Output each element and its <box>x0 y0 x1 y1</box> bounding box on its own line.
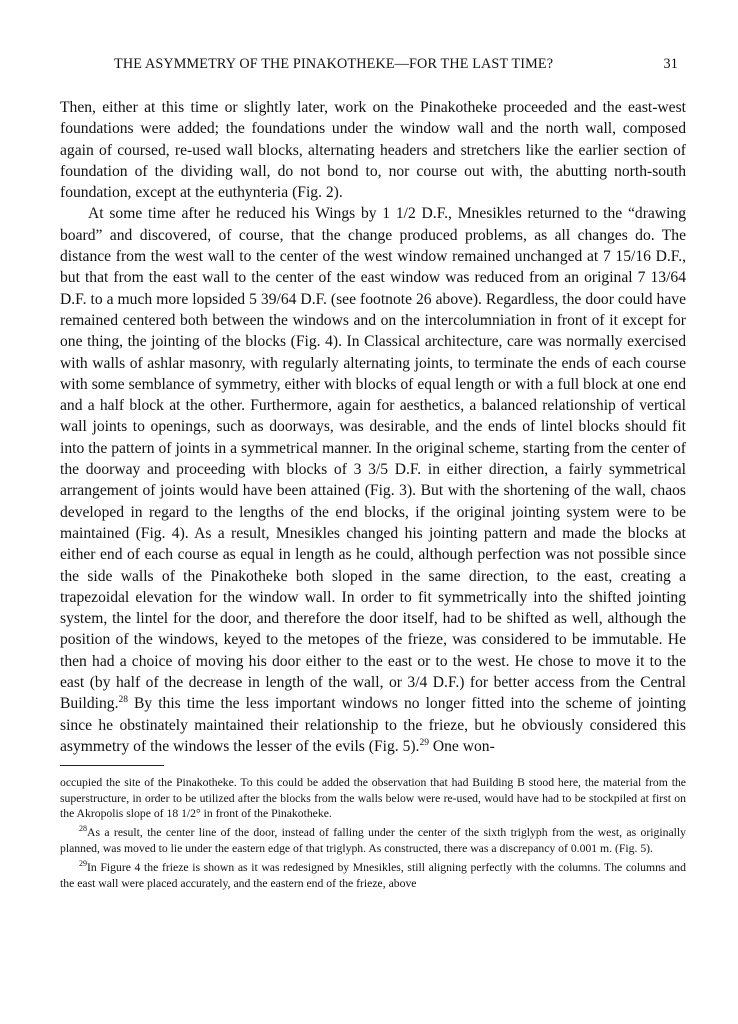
paragraph-2-text-b: By this time the less important windows no longer fitted into the scheme of jointing since he obstinately maintained their relationship to the frieze, but he obviously considered this asymmetry of the windows the lesser of the evils (Fig. 5). <box>60 695 686 755</box>
page-number: 31 <box>663 56 678 72</box>
footnote-divider <box>60 765 164 766</box>
paragraph-1: Then, either at this time or slightly later, work on the Pinakotheke proceeded and the east-west foundations were added; the foundations under the window wall and the north wall, composed again of coursed, re-used wall blocks, alternating headers and stretchers like the earlier section of foundation of the dividing wall, do not bond to, nor course out with, the abutting north-south foundation, except at the euthynteria (Fig. 2). <box>60 99 686 202</box>
footnote-ref-29: 29 <box>419 737 429 748</box>
running-head <box>60 56 686 78</box>
paragraph-2-text-c: One won- <box>428 737 495 755</box>
running-title: THE ASYMMETRY OF THE PINAKOTHEKE—FOR THE LAST TIME? <box>114 56 554 72</box>
footnote-29-text: In Figure 4 the frieze is shown as it was redesigned by Mnesikles, still aligning perfectly with the columns. The columns and the east wall were placed accurately, and the eastern end of the frieze, above <box>60 861 686 890</box>
paragraph-2 <box>60 203 686 757</box>
footnote-28-number: 28 <box>79 824 87 834</box>
footnote-28-text: As a result, the center line of the door, instead of falling under the center of the sixth triglyph from the west, as originally planned, was moved to lie under the eastern edge of that triglyph. As constructed, there was a discrepancy of 0.001 m. (Fig. 5). <box>60 826 686 855</box>
footnote-28 <box>60 825 686 856</box>
footnote-ref-28: 28 <box>118 695 128 706</box>
footnote-29 <box>60 860 686 891</box>
page <box>60 56 686 895</box>
body-text <box>60 97 686 757</box>
footnote-continuation: occupied the site of the Pinakotheke. To this could be added the observation that had Building B stood here, the material from the superstructure, in order to be utilized after the blocks from the walls below were re-used, would have had to be stockpiled at first on the Akropolis slope of 18 1/2° in front of the Pinakotheke. <box>60 776 686 821</box>
paragraph-2-text-a: At some time after he reduced his Wings by 1 1/2 D.F., Mnesikles returned to the “drawing board” and discovered, of course, that the change produced problems, as all changes do. The distance from the west wall to the center of the west window remained unchanged at 7 15/16 D.F., but that from the east wall to the center of the east window was reduced from an original 7 13/64 D.F. to a much more lopsided 5 39/64 D.F. (see footnote 26 above). Regardless, the door could have remained centered both between the windows and on the intercolumniation in front of it except for one thing, the jointing of the blocks (Fig. 4). In Classical architecture, care was normally exercised with walls of ashlar masonry, with regularly alternating joints, to terminate the ends of each course with some semblance of symmetry, either with blocks of equal length or with a full block at one end and a half block at the other. Furthermore, again for aesthetics, a balanced relationship of vertical wall joints to openings, such as doorways, was desirable, and the ends of lintel blocks should fit into the pattern of joints in a symmetrical manner. In the original scheme, starting from the center of the doorway and proceeding with blocks of 3 3/5 D.F. in either direction, a fairly symmetrical arrangement of joints would have been attained (Fig. 3). But with the shortening of the wall, chaos developed in regard to the lengths of the end blocks, if the original jointing system were to be maintained (Fig. 4). As a result, Mnesikles changed his jointing pattern and made the blocks at either end of each course as equal in length as he could, although perfection was not possible since the side walls of the Pinakotheke both sloped in the same direction, to the east, creating a trapezoidal elevation for the window wall. In order to fit symmetrically into the shifted jointing system, the lintel for the door, and therefore the door itself, had to be shifted as well, although the position of the windows, keyed to the metopes of the frieze, was considered to be immutable. He then had a choice of moving his door either to the east or to the west. He chose to move it to the east (by half of the decrease in length of the wall, or 3/4 D.F.) for better access from the Central Building. <box>60 205 686 713</box>
footnote-29-number: 29 <box>79 859 87 869</box>
footnotes <box>60 775 686 891</box>
